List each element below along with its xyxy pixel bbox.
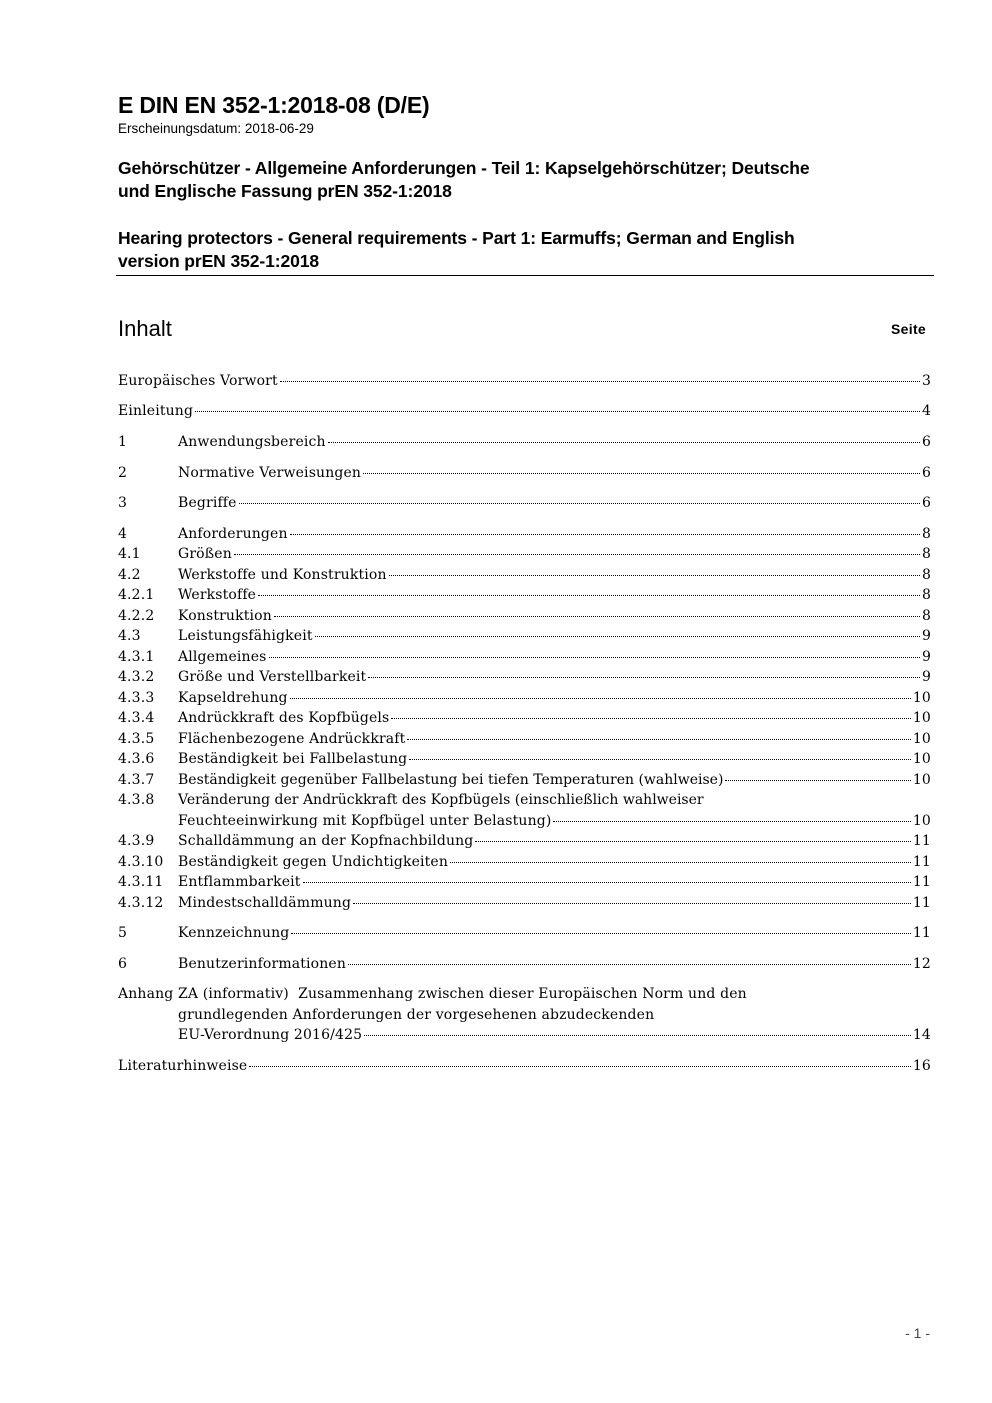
toc-leader-dots [290,698,911,699]
toc-leader-dots [303,882,911,883]
toc-leader-dots [409,759,911,760]
toc-entry-page: 10 [912,813,931,829]
toc-entry-label: Konstruktion [178,608,272,624]
toc-entry-number: 4.2 [118,567,141,583]
toc-leader-dots [364,1035,911,1036]
toc-entry-label: Beständigkeit gegenüber Fallbelastung bei tiefen Temperaturen (wahlweise) [178,772,724,788]
toc-entry-page: 16 [912,1058,931,1074]
toc-entry-number: 4.2.2 [118,608,155,624]
toc-entry-number: 4.3.11 [118,874,164,890]
toc-entry-number: 2 [118,465,128,481]
toc-entry-page: 10 [912,751,931,767]
toc-entry-number: 4.3.6 [118,751,155,767]
toc-entry-page: 8 [921,608,931,624]
toc-entry-page: 12 [912,956,931,972]
toc-leader-dots [280,381,920,382]
toc-page-column-label: Seite [891,321,926,337]
toc-entry-number: 4.3.4 [118,710,155,726]
toc-entry-number: 4.3.12 [118,895,164,911]
toc-entry-number: 4.1 [118,546,141,562]
toc-entry-number: 4.3.9 [118,833,155,849]
toc-entry[interactable] [118,606,931,626]
title-german [118,157,933,203]
page-number: - 1 - [905,1325,930,1341]
toc-entry[interactable] [118,872,931,892]
toc-leader-dots [353,903,911,904]
toc-leader-dots [725,780,910,781]
toc-entry[interactable] [118,565,931,585]
toc-entry-label: Flächenbezogene Andrückkraft [178,731,406,747]
toc-entry-number: 5 [118,925,128,941]
toc-leader-dots [348,964,911,965]
toc-entry-label: Normative Verweisungen [178,465,362,481]
toc-entry-page: 10 [912,710,931,726]
toc-entry-page: 11 [912,925,931,941]
toc-entry-label: Entflammbarkeit [178,874,301,890]
toc-leader-dots [290,534,920,535]
toc-entry-number: 4 [118,526,128,542]
toc-leader-dots [269,657,920,658]
toc-entry-continuation[interactable] [118,1005,931,1025]
toc-leader-dots [258,595,920,596]
toc-entry-number: 4.2.1 [118,587,155,603]
toc-entry-continuation[interactable] [118,811,931,831]
toc-entry[interactable] [118,1056,931,1076]
toc-entry-label: Begriffe [178,495,237,511]
toc-entry-label-continuation: EU-Verordnung 2016/425 [178,1027,363,1043]
toc-entry-label: Größen [178,546,232,562]
toc-entry[interactable] [118,770,931,790]
toc-entry-label: Werkstoffe und Konstruktion [178,567,387,583]
title-english [118,227,933,273]
toc-entry-page: 4 [921,403,931,419]
toc-entry[interactable] [118,667,931,687]
toc-entry[interactable] [118,729,931,749]
toc-entry-number: 4.3.2 [118,669,155,685]
toc-entry-label: Anforderungen [178,526,288,542]
toc-entry-number: 4.3.8 [118,792,155,808]
toc-entry[interactable] [118,790,931,810]
toc-entry-page: 11 [912,895,931,911]
toc-entry-page: 6 [921,434,931,450]
toc-leader-dots [450,862,911,863]
toc-leader-dots [553,821,910,822]
toc-entry-label: Anwendungsbereich [178,434,326,450]
toc-entry-label: Schalldämmung an der Kopfnachbildung [178,833,474,849]
title-english-line-2: version prEN 352-1:2018 [118,251,320,271]
toc-entry-continuation[interactable] [118,1025,931,1045]
toc-entry-number: 4.3.5 [118,731,155,747]
toc-leader-dots [195,411,920,412]
toc-entry-label-continuation: Feuchteeinwirkung mit Kopfbügel unter Belastung) [178,813,552,829]
toc-entry-number: 4.3.1 [118,649,155,665]
toc-leader-dots [274,616,920,617]
toc-entry-label: Mindestschalldämmung [178,895,352,911]
toc-entry-page: 14 [912,1027,931,1043]
toc-entry-label: Einleitung [118,403,194,419]
toc-entry-page: 6 [921,465,931,481]
toc-entry-page: 10 [912,772,931,788]
toc-entry-page: 11 [912,833,931,849]
toc-entry-label: Veränderung der Andrückkraft des Kopfbügels (einschließlich wahlweiser [178,792,704,808]
title-german-line-1: Gehörschützer - Allgemeine Anforderungen - Teil 1: Kapselgehörschützer; Deutsche [118,158,810,178]
publication-date: Erscheinungsdatum: 2018-06-29 [118,121,314,136]
toc-entry-page: 11 [912,854,931,870]
toc-entry-page: 8 [921,567,931,583]
document-id: E DIN EN 352-1:2018-08 (D/E) [118,92,430,118]
toc-leader-dots [234,554,920,555]
toc-entry-label: Benutzerinformationen [178,956,347,972]
toc-entry-label: Kennzeichnung [178,925,290,941]
toc-entry-page: 8 [921,546,931,562]
toc-entry-label: Beständigkeit bei Fallbelastung [178,751,408,767]
toc-leader-dots [363,473,920,474]
toc-entry[interactable] [118,708,931,728]
toc-entry[interactable] [118,984,931,1004]
toc-entry[interactable] [118,647,931,667]
toc-entry-label: Allgemeines [178,649,267,665]
toc-entry-label: Europäisches Vorwort [118,373,278,389]
toc-leader-dots [328,442,920,443]
header-divider [116,275,934,276]
toc-entry-number: 6 [118,956,128,972]
toc-entry-number: 4.3.7 [118,772,155,788]
toc-entry[interactable] [118,852,931,872]
toc-leader-dots [368,677,920,678]
toc-entry[interactable] [118,831,931,851]
toc-entry[interactable] [118,401,931,421]
toc-entry-page: 8 [921,526,931,542]
toc-entry[interactable] [118,544,931,564]
toc-entry[interactable] [118,749,931,769]
toc-entry[interactable] [118,493,931,513]
toc-entry[interactable] [118,893,931,913]
toc-leader-dots [249,1066,911,1067]
toc-entry[interactable] [118,463,931,483]
toc-entry-label: Kapseldrehung [178,690,288,706]
toc-entry[interactable] [118,626,931,646]
toc-title: Inhalt [118,316,172,341]
toc-entry-label: Andrückkraft des Kopfbügels [178,710,390,726]
toc-entry-page: 9 [921,628,931,644]
toc-entry-label: Beständigkeit gegen Undichtigkeiten [178,854,449,870]
toc-entry-number: 4.3 [118,628,141,644]
toc-heading [118,315,926,343]
toc-leader-dots [389,575,920,576]
toc-entry-page: 3 [921,373,931,389]
title-english-line-1: Hearing protectors - General requirements - Part 1: Earmuffs; German and English [118,228,795,248]
toc-entry-number: 1 [118,434,128,450]
toc-entry[interactable] [118,688,931,708]
toc-leader-dots [475,841,910,842]
toc-entry-label: Werkstoffe [178,587,257,603]
toc-entry-page: 10 [912,690,931,706]
toc-entry-number: 4.3.10 [118,854,164,870]
toc-entry-label: Größe und Verstellbarkeit [178,669,367,685]
toc-entry[interactable] [118,432,931,452]
toc-entry-number: 3 [118,495,128,511]
document-header [118,90,933,273]
toc-leader-dots [391,718,910,719]
toc-entry-page: 10 [912,731,931,747]
toc-entry-page: 8 [921,587,931,603]
toc-entry[interactable] [118,371,931,391]
toc-entry-label: Anhang ZA (informativ) Zusammenhang zwischen dieser Europäischen Norm und den [118,986,747,1002]
toc-entry-page: 6 [921,495,931,511]
toc-entry-page: 11 [912,874,931,890]
toc-entry[interactable] [118,923,931,943]
toc-leader-dots [291,933,911,934]
toc-entry[interactable] [118,954,931,974]
toc-entry-page: 9 [921,669,931,685]
toc-entry-number: 4.3.3 [118,690,155,706]
toc-entry-label-continuation: grundlegenden Anforderungen der vorgesehenen abzudeckenden [178,1007,655,1023]
toc-leader-dots [315,636,920,637]
toc-entry[interactable] [118,585,931,605]
toc-entry[interactable] [118,524,931,544]
toc-entry-page: 9 [921,649,931,665]
toc-leader-dots [407,739,910,740]
title-german-line-2: und Englische Fassung prEN 352-1:2018 [118,181,452,201]
toc-entry-label: Literaturhinweise [118,1058,248,1074]
toc-leader-dots [239,503,920,504]
toc-entry-label: Leistungsfähigkeit [178,628,313,644]
